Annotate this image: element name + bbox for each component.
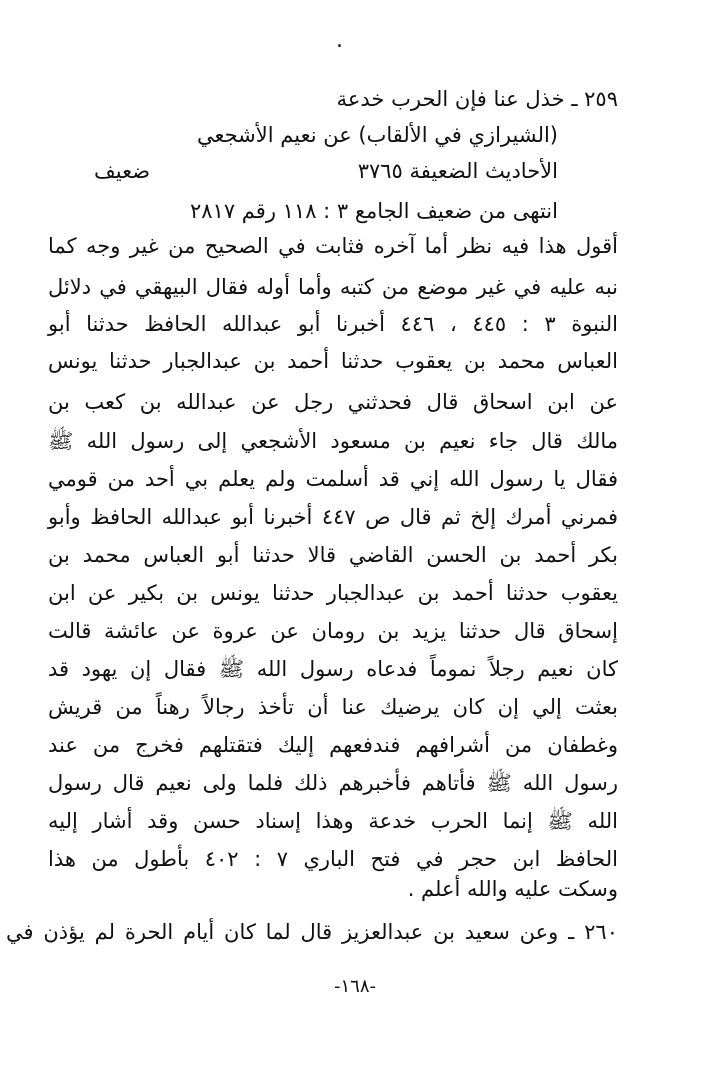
commentary-line: نبه عليه في غير موضع من كتبه وأما أوله فقال البيهقي في دلائل [48, 275, 618, 299]
commentary-line: كان نعيم رجلاً نموماً فدعاه رسول الله ﷺ فقال إن يهود قد [48, 657, 618, 681]
commentary-line: الحافظ ابن حجر في فتح الباري ٧ : ٤٠٢ بأطول من هذا [48, 847, 618, 871]
commentary-line: فقال يا رسول الله إني قد أسلمت ولم يعلم بي أحد من قومي [48, 467, 618, 491]
entry-259-grade: ضعيف [94, 159, 151, 183]
commentary-line: إسحاق قال حدثنا يزيد بن رومان عن عروة عن عائشة قالت [48, 619, 618, 643]
entry-259-source: (الشيرازي في الألقاب) عن نعيم الأشجعي [196, 123, 558, 147]
entry-259-reference: الأحاديث الضعيفة ٣٧٦٥ [357, 159, 558, 183]
commentary-line: الله ﷺ إنما الحرب خدعة وهذا إسناد حسن وقد أشار إليه [48, 809, 618, 833]
commentary-line: وغطفان من أشرافهم فندفعهم إليك فتقتلهم فخرج من عند [48, 733, 618, 757]
entry-259-grade-row [94, 154, 558, 188]
commentary-line: النبوة ٣ : ٤٤٥ ، ٤٤٦ أخبرنا أبو عبدالله الحافظ حدثنا أبو [48, 312, 618, 336]
commentary-line: يعقوب حدثنا أحمد بن عبدالجبار حدثنا يونس بن بكير عن ابن [48, 581, 618, 605]
entry-260-heading: ٢٦٠ ـ وعن سعيد بن عبدالعزيز قال لما كان أيام الحرة لم يؤذن في [6, 920, 618, 944]
page-number: -١٦٨- [333, 976, 376, 997]
commentary-line: عن ابن اسحاق قال فحدثني رجل عن عبدالله بن كعب بن [48, 390, 618, 414]
commentary-line: بعثت إلي إن كان يرضيك عنا أن تأخذ رجالاً رهناً من قريش [48, 695, 618, 719]
entry-259-heading: ٢٥٩ ـ خذل عنا فإن الحرب خدعة [336, 87, 618, 111]
commentary-line: العباس محمد بن يعقوب حدثنا أحمد بن عبدالجبار حدثنا يونس [48, 349, 618, 373]
commentary-line: مالك قال جاء نعيم بن مسعود الأشجعي إلى رسول الله ﷺ [48, 429, 618, 453]
commentary-last-line: وسكت عليه والله أعلم . [407, 877, 618, 901]
commentary-line: بكر أحمد بن الحسن القاضي قالا حدثنا أبو العباس محمد بن [48, 543, 618, 567]
entry-259-end-note: انتهى من ضعيف الجامع ٣ : ١١٨ رقم ٢٨١٧ [190, 199, 558, 223]
commentary-line: رسول الله ﷺ فأتاهم فأخبرهم ذلك فلما ولى نعيم قال رسول [48, 771, 618, 795]
page-dot-mark: . [336, 28, 343, 53]
commentary-line: أقول هذا فيه نظر أما آخره فثابت في الصحيح من غير وجه كما [48, 234, 618, 258]
commentary-line: فمرني أمرك إلخ ثم قال ص ٤٤٧ أخبرنا أبو عبدالله الحافظ وأبو [48, 505, 618, 529]
